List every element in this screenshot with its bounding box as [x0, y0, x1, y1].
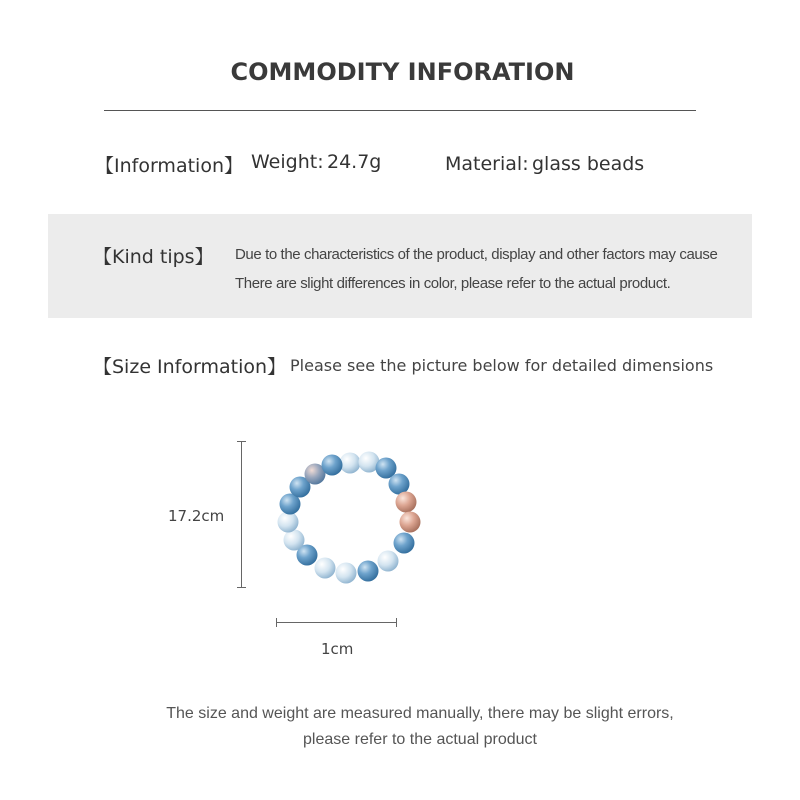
bead	[336, 563, 357, 584]
height-dimension-bottom-cap	[237, 587, 246, 588]
material-label: Material:	[445, 153, 529, 175]
kind-tips-line-1: Due to the characteristics of the product, display and other factors may cause	[235, 246, 718, 263]
bracelet-beads	[278, 452, 421, 584]
width-dimension-label: 1cm	[321, 640, 354, 658]
information-label: 【Information】	[95, 155, 243, 177]
bead	[378, 551, 399, 572]
bead	[389, 474, 410, 495]
bead	[284, 530, 305, 551]
size-information-note: Please see the picture below for detailed dimensions	[290, 356, 714, 375]
height-dimension-top-cap	[237, 441, 246, 442]
width-dimension-right-cap	[396, 618, 397, 627]
title-divider	[104, 110, 696, 111]
bead	[396, 492, 417, 513]
footer-note-line-2: please refer to the actual product	[303, 731, 537, 748]
footer-note-line-1: The size and weight are measured manually, there may be slight errors,	[166, 705, 674, 722]
weight-label: Weight:	[251, 151, 324, 173]
kind-tips-line-2: There are slight differences in color, please refer to the actual product.	[235, 275, 671, 292]
kind-tips-label: 【Kind tips】	[93, 246, 214, 268]
kind-tips-panel	[48, 214, 752, 318]
size-information-label: 【Size Information】	[93, 356, 287, 378]
bead	[322, 455, 343, 476]
bead	[358, 561, 379, 582]
bead	[340, 453, 361, 474]
bead	[315, 558, 336, 579]
bead	[400, 512, 421, 533]
bead	[394, 533, 415, 554]
weight-value: 24.7g	[327, 151, 382, 173]
width-dimension-left-cap	[276, 618, 277, 627]
bracelet-image	[268, 444, 432, 594]
bead	[278, 512, 299, 533]
height-dimension-label: 17.2cm	[168, 507, 225, 525]
height-dimension-line	[241, 441, 242, 587]
page-title: COMMODITY INFORATION	[230, 58, 575, 86]
material-value: glass beads	[532, 153, 645, 175]
information-row	[0, 151, 800, 181]
width-dimension-line	[276, 622, 397, 623]
